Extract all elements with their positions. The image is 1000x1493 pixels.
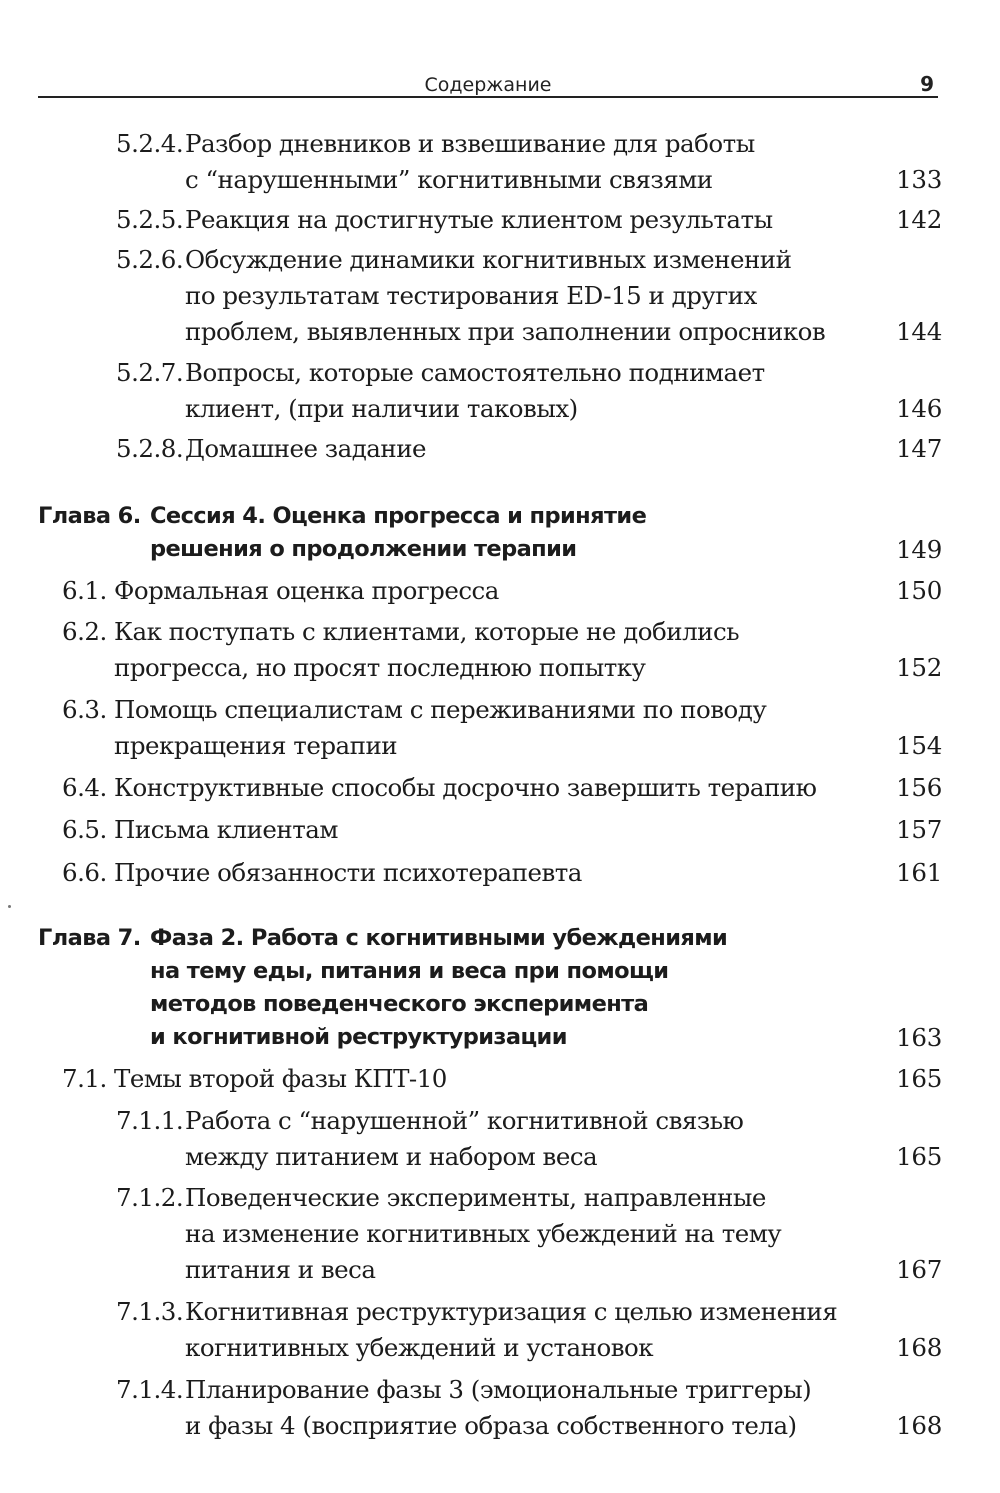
entry-page: 144 <box>896 317 942 346</box>
entry-number: 7.1. <box>62 1064 107 1093</box>
entry-title: Вопросы, которые самостоятельно поднимает клиент, (при наличии таковых) <box>185 358 765 423</box>
entry-number: 6.2. <box>62 617 107 646</box>
entry-number: 6.3. <box>62 695 107 724</box>
entry-number: 7.1.2. <box>116 1183 184 1212</box>
entry-page: 168 <box>896 1411 942 1440</box>
entry-number: 5.2.4. <box>116 129 184 158</box>
entry-title: Работа с “нарушенной” когнитивной связью между питанием и набором веса <box>185 1106 744 1171</box>
entry-page: 167 <box>896 1255 942 1284</box>
entry-page: 156 <box>896 773 942 802</box>
entry-number: 5.2.8. <box>116 434 184 463</box>
entry-number: 6.1. <box>62 576 107 605</box>
entry-title: Поведенческие эксперименты, направленные на изменение когнитивных убеждений на тему питания и веса <box>185 1183 782 1284</box>
entry-number: 6.5. <box>62 815 107 844</box>
entry-number: 5.2.7. <box>116 358 184 387</box>
entry-number: 6.4. <box>62 773 107 802</box>
entry-page: 142 <box>896 205 942 234</box>
entry-page: 168 <box>896 1333 942 1362</box>
entry-number: 5.2.5. <box>116 205 184 234</box>
entry-title: Обсуждение динамики когнитивных изменений по результатам тестирования ED-15 и других проблем, выявленных при заполнении опросников <box>185 245 826 346</box>
entry-title: Помощь специалистам с переживаниями по поводу прекращения терапии <box>114 695 767 760</box>
entry-page: 165 <box>896 1142 942 1171</box>
entry-title: Домашнее задание <box>185 434 427 463</box>
entry-number: 7.1.3. <box>116 1297 184 1326</box>
entry-title: Письма клиентам <box>114 815 338 844</box>
entry-page: 147 <box>896 434 942 463</box>
entry-title: Как поступать с клиентами, которые не добились прогресса, но просят последнюю попытку <box>114 617 740 682</box>
entry-page: 152 <box>896 653 942 682</box>
entry-title: Прочие обязанности психотерапевта <box>114 858 582 887</box>
entry-title: Реакция на достигнутые клиентом результаты <box>185 205 773 234</box>
entry-number: 7.1.4. <box>116 1375 184 1404</box>
entry-page: 133 <box>896 165 942 194</box>
header-page-number: 9 <box>920 72 934 96</box>
entry-number: 7.1.1. <box>116 1106 184 1135</box>
chapter-page: 163 <box>896 1023 942 1052</box>
entry-number: 5.2.6. <box>116 245 184 274</box>
scan-speck <box>8 905 11 908</box>
entry-title: Темы второй фазы КПТ-10 <box>114 1064 447 1093</box>
chapter-number: Глава 6. <box>38 503 141 529</box>
entry-number: 6.6. <box>62 858 107 887</box>
entry-title: Конструктивные способы досрочно завершить терапию <box>114 773 817 802</box>
entry-page: 146 <box>896 394 942 423</box>
entry-page: 165 <box>896 1064 942 1093</box>
chapter-title: Сессия 4. Оценка прогресса и принятие решения о продолжении терапии <box>150 503 647 562</box>
entry-page: 157 <box>896 815 942 844</box>
chapter-number: Глава 7. <box>38 925 141 951</box>
entry-page: 154 <box>896 731 942 760</box>
header-title: Содержание <box>424 74 552 96</box>
entry-page: 150 <box>896 576 942 605</box>
entry-title: Когнитивная реструктуризация с целью изменения когнитивных убеждений и установок <box>185 1297 838 1362</box>
entry-title: Формальная оценка прогресса <box>114 576 499 605</box>
entry-title: Планирование фазы 3 (эмоциональные триггеры) и фазы 4 (восприятие образа собственного тела) <box>185 1375 812 1440</box>
chapter-page: 149 <box>896 535 942 564</box>
entry-page: 161 <box>896 858 942 887</box>
chapter-title: Фаза 2. Работа с когнитивными убеждениями на тему еды, питания и веса при помощи методов поведенческого эксперимента и когнитивной реструктуризации <box>150 925 728 1050</box>
entry-title: Разбор дневников и взвешивание для работы с “нарушенными” когнитивными связями <box>185 129 755 194</box>
